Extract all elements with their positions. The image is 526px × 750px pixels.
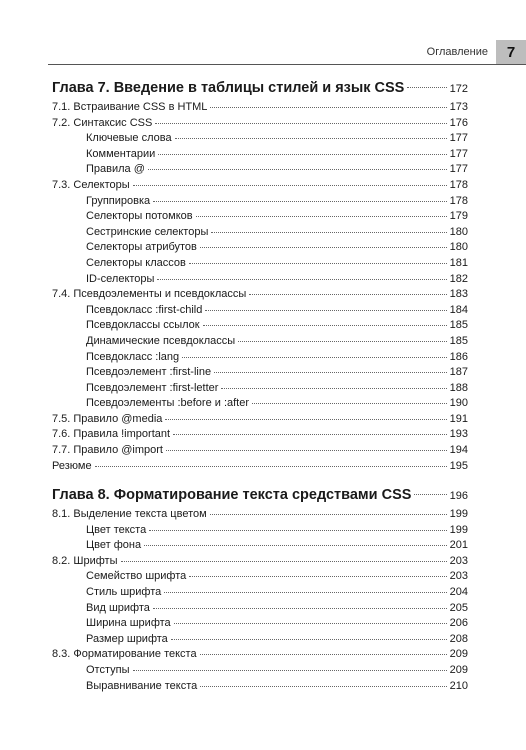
- toc-entry-title: ID-селекторы: [86, 272, 155, 285]
- toc-entry-title: Правила @: [86, 163, 145, 176]
- toc-page-number: 172: [449, 83, 468, 95]
- toc-page-number: 181: [449, 256, 468, 269]
- running-head: [427, 40, 526, 64]
- toc-entry-title: Глава 8. Форматирование текста средствами CSS: [52, 487, 412, 503]
- toc-subsection-entry[interactable]: [52, 523, 468, 539]
- dot-leader: [203, 325, 447, 326]
- toc-page-number: 173: [449, 101, 468, 113]
- toc-entry-title: Селекторы атрибутов: [86, 241, 197, 254]
- toc-entry-title: Селекторы потомков: [86, 210, 193, 223]
- toc-entry-title: 7.4. Псевдоэлементы и псевдоклассы: [52, 288, 247, 301]
- toc-entry-title: 8.2. Шрифты: [52, 554, 118, 567]
- toc-entry-title: Резюме: [52, 459, 92, 472]
- toc-entry-title: 7.5. Правило @media: [52, 412, 163, 425]
- dot-leader: [144, 545, 447, 546]
- toc-page-number: 199: [449, 523, 468, 536]
- toc-page-number: 183: [449, 288, 468, 301]
- toc-page-number: 180: [449, 241, 468, 254]
- toc-subsection-entry[interactable]: [52, 272, 468, 288]
- toc-page-number: 194: [449, 444, 468, 457]
- dot-leader: [407, 87, 446, 88]
- toc-page-number: 184: [449, 303, 468, 316]
- dot-leader: [149, 530, 446, 531]
- dot-leader: [414, 494, 446, 495]
- toc-subsection-entry[interactable]: [52, 679, 468, 695]
- toc-page-number: 203: [449, 554, 468, 567]
- toc-page-number: 185: [449, 319, 468, 332]
- toc-entry-title: Псевдоклассы ссылок: [86, 319, 200, 332]
- toc-subsection-entry[interactable]: [52, 585, 468, 601]
- toc-entry-title: Псевдоэлемент :first-line: [86, 366, 212, 379]
- toc-entry-title: Семейство шрифта: [86, 570, 187, 583]
- toc-section-entry[interactable]: [52, 100, 468, 116]
- dot-leader: [210, 107, 446, 108]
- toc-page-number: 188: [449, 381, 468, 394]
- toc-chapter-8: [52, 483, 468, 694]
- toc-page-number: 185: [449, 334, 468, 347]
- toc-page-number: 201: [449, 539, 468, 552]
- dot-leader: [196, 216, 447, 217]
- dot-leader: [189, 576, 446, 577]
- dot-leader: [133, 185, 447, 186]
- toc-page-number: 210: [449, 679, 468, 692]
- toc-section-entry[interactable]: [52, 116, 468, 132]
- dot-leader: [164, 592, 446, 593]
- toc-subsection-entry[interactable]: [52, 240, 468, 256]
- toc-section-entry[interactable]: [52, 427, 468, 443]
- dot-leader: [200, 247, 447, 248]
- toc-entry-title: Псевдокласс :lang: [86, 350, 180, 363]
- toc-page-number: 204: [449, 585, 468, 598]
- dot-leader: [158, 154, 446, 155]
- toc-page-number: 178: [449, 194, 468, 207]
- dot-leader: [157, 279, 446, 280]
- toc-entry-title: Псевдоэлементы :before и :after: [86, 397, 250, 410]
- toc-subsection-entry[interactable]: [52, 303, 468, 319]
- toc-subsection-entry[interactable]: [52, 194, 468, 210]
- toc-entry-title: Сестринские селекторы: [86, 225, 209, 238]
- dot-leader: [95, 466, 447, 467]
- toc-page-number: 196: [449, 490, 468, 502]
- toc-chapter-heading[interactable]: [52, 76, 468, 100]
- dot-leader: [214, 372, 447, 373]
- dot-leader: [210, 514, 447, 515]
- toc-subsection-entry[interactable]: [52, 396, 468, 412]
- toc-subsection-entry[interactable]: [52, 334, 468, 350]
- dot-leader: [133, 670, 447, 671]
- toc-page-number: 208: [449, 632, 468, 645]
- toc-page-number: 199: [449, 508, 468, 520]
- toc-subsection-entry[interactable]: [52, 616, 468, 632]
- toc-subsection-entry[interactable]: [52, 147, 468, 163]
- toc-page-number: 178: [449, 178, 468, 191]
- toc-page-number: 180: [449, 225, 468, 238]
- toc-subsection-entry[interactable]: [52, 601, 468, 617]
- toc-entry-title: 7.6. Правила !important: [52, 428, 171, 441]
- toc-page-number: 209: [449, 648, 468, 661]
- toc-page-number: 203: [449, 570, 468, 583]
- toc-chapter-7: [52, 76, 468, 474]
- toc-entry-title: Стиль шрифта: [86, 585, 162, 598]
- toc-entry-title: Селекторы классов: [86, 256, 186, 269]
- dot-leader: [252, 403, 447, 404]
- toc-page-number: 179: [449, 210, 468, 223]
- toc-entry-title: Цвет текста: [86, 523, 147, 536]
- dot-leader: [165, 419, 446, 420]
- dot-leader: [200, 686, 446, 687]
- toc-entry-title: 7.3. Селекторы: [52, 178, 130, 191]
- dot-leader: [148, 169, 447, 170]
- toc-entry-title: 8.3. Форматирование текста: [52, 648, 197, 661]
- toc-entry-title: 7.7. Правило @import: [52, 444, 163, 457]
- toc-entry-title: Глава 7. Введение в таблицы стилей и язык CSS: [52, 80, 405, 96]
- toc-entry-title: Псевдоэлемент :first-letter: [86, 381, 219, 394]
- toc-entry-title: Ключевые слова: [86, 132, 172, 145]
- toc-section-entry[interactable]: [52, 178, 468, 194]
- toc-section-entry[interactable]: [52, 507, 468, 523]
- toc-subsection-entry[interactable]: [52, 209, 468, 225]
- toc-entry-title: Вид шрифта: [86, 601, 150, 614]
- toc-section-entry[interactable]: [52, 647, 468, 663]
- toc-page-number: 190: [449, 397, 468, 410]
- toc-subsection-entry[interactable]: [52, 256, 468, 272]
- toc-page-number: 177: [449, 132, 468, 145]
- toc-section-entry[interactable]: [52, 554, 468, 570]
- dot-leader: [182, 357, 446, 358]
- dot-leader: [211, 232, 446, 233]
- dot-leader: [200, 654, 447, 655]
- toc-entry-title: 7.2. Синтаксис CSS: [52, 116, 153, 129]
- toc-chapter-heading[interactable]: [52, 483, 468, 507]
- dot-leader: [173, 434, 447, 435]
- toc-entry-title: 7.1. Встраивание CSS в HTML: [52, 101, 208, 113]
- toc-subsection-entry[interactable]: [52, 569, 468, 585]
- toc-entry-title: Псевдокласс :first-child: [86, 303, 203, 316]
- dot-leader: [166, 450, 447, 451]
- dot-leader: [249, 294, 446, 295]
- toc-subsection-entry[interactable]: [52, 365, 468, 381]
- toc-page-number: 191: [449, 412, 468, 425]
- toc-entry-title: Динамические псевдоклассы: [86, 334, 236, 347]
- toc-subsection-entry[interactable]: [52, 131, 468, 147]
- section-title: Оглавление: [426, 46, 488, 58]
- toc-entry-title: Размер шрифта: [86, 632, 168, 645]
- toc-page-number: 187: [449, 366, 468, 379]
- toc-subsection-entry[interactable]: [52, 663, 468, 679]
- toc-subsection-entry[interactable]: [52, 162, 468, 178]
- dot-leader: [238, 341, 446, 342]
- toc-subsection-entry[interactable]: [52, 225, 468, 241]
- toc-page-number: 182: [449, 272, 468, 285]
- toc-entry-title: Отступы: [86, 663, 130, 676]
- toc-page-number: 176: [449, 116, 468, 129]
- toc-page-number: 177: [449, 147, 468, 160]
- toc-page-number: 209: [449, 663, 468, 676]
- toc-subsection-entry[interactable]: [52, 318, 468, 334]
- dot-leader: [153, 201, 446, 202]
- dot-leader: [155, 123, 446, 124]
- dot-leader: [175, 138, 447, 139]
- toc-section-entry[interactable]: [52, 459, 468, 475]
- toc-page-number: 195: [449, 459, 468, 472]
- toc-section-entry[interactable]: [52, 412, 468, 428]
- toc-section-entry[interactable]: [52, 287, 468, 303]
- toc-entry-title: Цвет фона: [86, 539, 142, 552]
- toc-entry-title: Комментарии: [86, 147, 156, 160]
- toc-page-number: 186: [449, 350, 468, 363]
- dot-leader: [174, 623, 447, 624]
- dot-leader: [171, 639, 447, 640]
- toc-page-number: 205: [449, 601, 468, 614]
- toc-subsection-entry[interactable]: [52, 381, 468, 397]
- toc-page-number: 177: [449, 163, 468, 176]
- toc-subsection-entry[interactable]: [52, 350, 468, 366]
- dot-leader: [205, 310, 446, 311]
- toc-page-number: 193: [449, 428, 468, 441]
- toc-entry-title: 8.1. Выделение текста цветом: [52, 508, 207, 520]
- dot-leader: [153, 608, 447, 609]
- header-rule: [48, 64, 526, 65]
- dot-leader: [121, 561, 447, 562]
- dot-leader: [221, 388, 446, 389]
- dot-leader: [189, 263, 447, 264]
- toc-entry-title: Группировка: [86, 194, 151, 207]
- toc-entry-title: Ширина шрифта: [86, 617, 171, 630]
- page-number-badge: 7: [496, 40, 526, 64]
- toc-page-number: 206: [449, 617, 468, 630]
- toc-subsection-entry[interactable]: [52, 538, 468, 554]
- toc-section-entry[interactable]: [52, 443, 468, 459]
- toc-subsection-entry[interactable]: [52, 632, 468, 648]
- toc-entry-title: Выравнивание текста: [86, 679, 198, 692]
